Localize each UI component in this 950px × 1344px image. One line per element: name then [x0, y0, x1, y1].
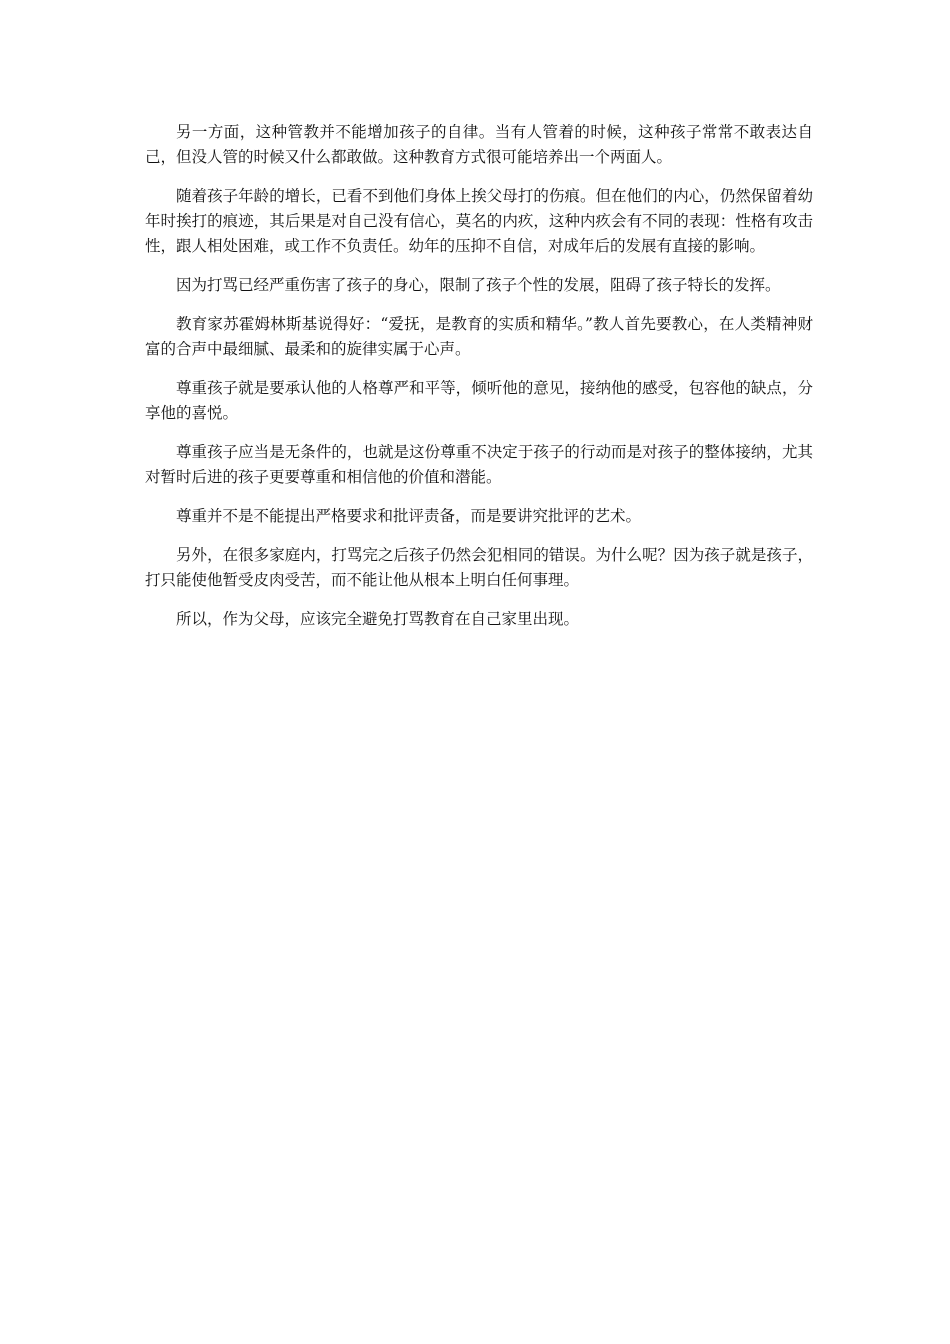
paragraph-4: 教育家苏霍姆林斯基说得好：“爱抚，是教育的实质和精华。”教人首先要教心，在人类精神财富的合声中最细腻、最柔和的旋律实属于心声。	[145, 315, 813, 358]
paragraph-3: 因为打骂已经严重伤害了孩子的身心，限制了孩子个性的发展，阻碍了孩子特长的发挥。	[176, 276, 781, 294]
paragraph-6: 尊重孩子应当是无条件的，也就是这份尊重不决定于孩子的行动而是对孩子的整体接纳，尤其对暂时后进的孩子更要尊重和相信他的价值和潜能。	[145, 443, 813, 486]
paragraph-5: 尊重孩子就是要承认他的人格尊严和平等，倾听他的意见，接纳他的感受，包容他的缺点，分享他的喜悦。	[145, 379, 813, 422]
paragraph-9: 所以，作为父母，应该完全避免打骂教育在自己家里出现。	[176, 610, 580, 628]
document-body	[145, 120, 813, 646]
paragraph-7: 尊重并不是不能提出严格要求和批评责备，而是要讲究批评的艺术。	[176, 507, 642, 525]
paragraph-2: 随着孩子年龄的增长，已看不到他们身体上挨父母打的伤痕。但在他们的内心，仍然保留着幼年时挨打的痕迹，其后果是对自己没有信心，莫名的内疚，这种内疚会有不同的表现：性格有攻击性，跟人相处困难，或工作不负责任。幼年的压抑不自信，对成年后的发展有直接的影响。	[145, 187, 813, 255]
paragraph-1: 另一方面，这种管教并不能增加孩子的自律。当有人管着的时候，这种孩子常常不敢表达自己，但没人管的时候又什么都敢做。这种教育方式很可能培养出一个两面人。	[145, 123, 813, 166]
paragraph-8: 另外，在很多家庭内，打骂完之后孩子仍然会犯相同的错误。为什么呢？因为孩子就是孩子，打只能使他暂受皮肉受苦，而不能让他从根本上明白任何事理。	[145, 546, 813, 589]
